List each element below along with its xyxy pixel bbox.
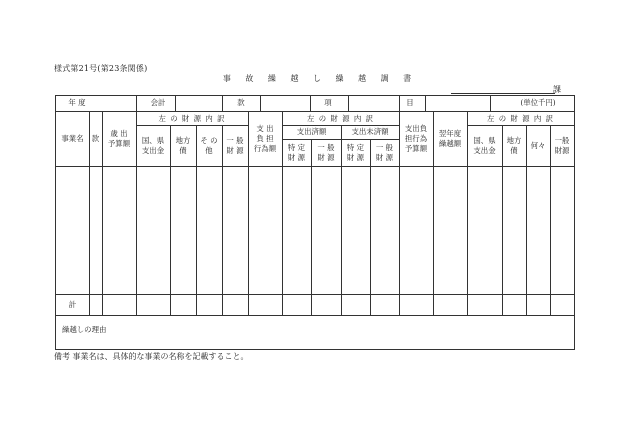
col-local-bond-2: 地方 債 bbox=[506, 135, 522, 155]
col-funding-breakdown-left: 左 の 財 源 内 訳 bbox=[158, 113, 226, 123]
kou-label: 項 bbox=[324, 98, 332, 107]
kan-label: 款 bbox=[237, 98, 245, 107]
col-general-1: 一 般 財 源 bbox=[317, 142, 335, 162]
col-funding-breakdown-right: 左 の 財 源 内 訳 bbox=[486, 113, 555, 123]
col-planned-act: 支出負 担行為 予算額 bbox=[404, 124, 428, 153]
col-national-pref: 国、県 支出金 bbox=[141, 135, 165, 155]
col-unpaid: 支出未済額 bbox=[351, 127, 389, 136]
reason-label: 繰越しの理由 bbox=[62, 325, 107, 334]
account-label: 会計 bbox=[150, 98, 166, 107]
col-paid: 支出済額 bbox=[296, 127, 327, 136]
total-label: 計 bbox=[68, 300, 77, 309]
col-kan: 款 bbox=[91, 134, 100, 143]
year-label: 年 度 bbox=[68, 98, 86, 107]
moku-label: 目 bbox=[406, 98, 414, 107]
col-budget: 歳 出 予算額 bbox=[107, 129, 131, 148]
form-id: 様式第21号(第23条関係) bbox=[54, 64, 148, 73]
col-funding-breakdown-mid: 左 の 財 源 内 訳 bbox=[306, 113, 375, 123]
col-local-bond: 地方 債 bbox=[175, 135, 191, 155]
unit-label: (単位千円) bbox=[520, 98, 556, 107]
reason-area[interactable] bbox=[56, 316, 574, 349]
col-expenditure-act: 支 出 負 担 行為額 bbox=[253, 124, 277, 153]
col-general: 一 般 財 源 bbox=[226, 135, 244, 155]
col-general-2: 一 般 財 源 bbox=[375, 142, 394, 162]
document-title: 事 故 繰 越 し 繰 越 調 書 bbox=[222, 74, 418, 83]
col-general-3: 一般 財源 bbox=[554, 135, 570, 155]
col-misc: 何々 bbox=[530, 140, 546, 150]
col-specific-2: 特 定 財 源 bbox=[346, 142, 365, 162]
col-other: そ の 他 bbox=[200, 135, 218, 155]
department-name-field[interactable] bbox=[451, 86, 555, 94]
col-carryover: 翌年度 繰越額 bbox=[438, 129, 462, 148]
entry-area[interactable] bbox=[56, 167, 574, 294]
department-suffix: 課 bbox=[553, 85, 561, 94]
remark-note: 備考 事業名は、具体的な事業の名称を記載すること。 bbox=[54, 352, 249, 361]
col-national-pref-2: 国、県 支出金 bbox=[473, 135, 496, 155]
col-specific-1: 特 定 財 源 bbox=[287, 142, 306, 162]
col-project-name: 事業名 bbox=[61, 134, 84, 143]
